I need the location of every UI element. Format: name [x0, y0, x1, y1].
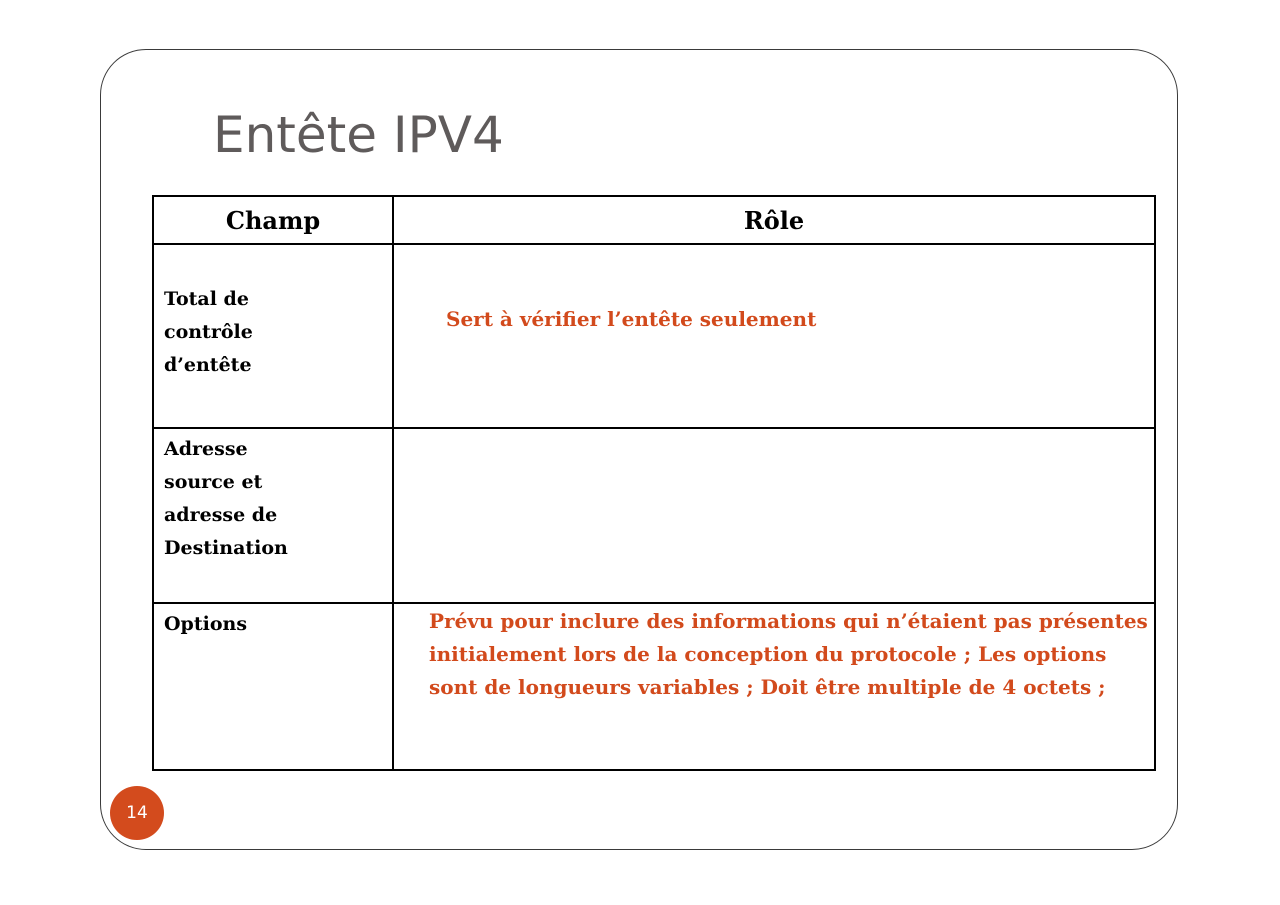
table-row: [153, 603, 1155, 770]
field-cell: [153, 244, 393, 428]
table-header-row: [153, 196, 1155, 244]
header-field: Champ: [153, 196, 393, 244]
field-name: Adresse source et adresse de Destination: [164, 438, 288, 559]
table-row: [153, 244, 1155, 428]
role-text: Sert à vérifier l’entête seulement: [446, 307, 817, 331]
header-role: Rôle: [393, 196, 1155, 244]
role-cell: [393, 603, 1155, 770]
role-cell: [393, 244, 1155, 428]
ipv4-header-table: [152, 195, 1156, 771]
page-number-badge: 14: [110, 786, 164, 840]
slide-title: Entête IPV4: [213, 106, 504, 164]
field-name: Total de contrôle d’entête: [164, 288, 253, 376]
field-cell: [153, 428, 393, 603]
field-name: Options: [164, 613, 248, 635]
table-row: [153, 428, 1155, 603]
role-text: Prévu pour inclure des informations qui n’étaient pas présentes initialement lors de la conception du protocole ; Les options sont de longueurs variables ; Doit être multiple de 4 octets ;: [429, 609, 1148, 699]
role-cell: [393, 428, 1155, 603]
field-cell: [153, 603, 393, 770]
